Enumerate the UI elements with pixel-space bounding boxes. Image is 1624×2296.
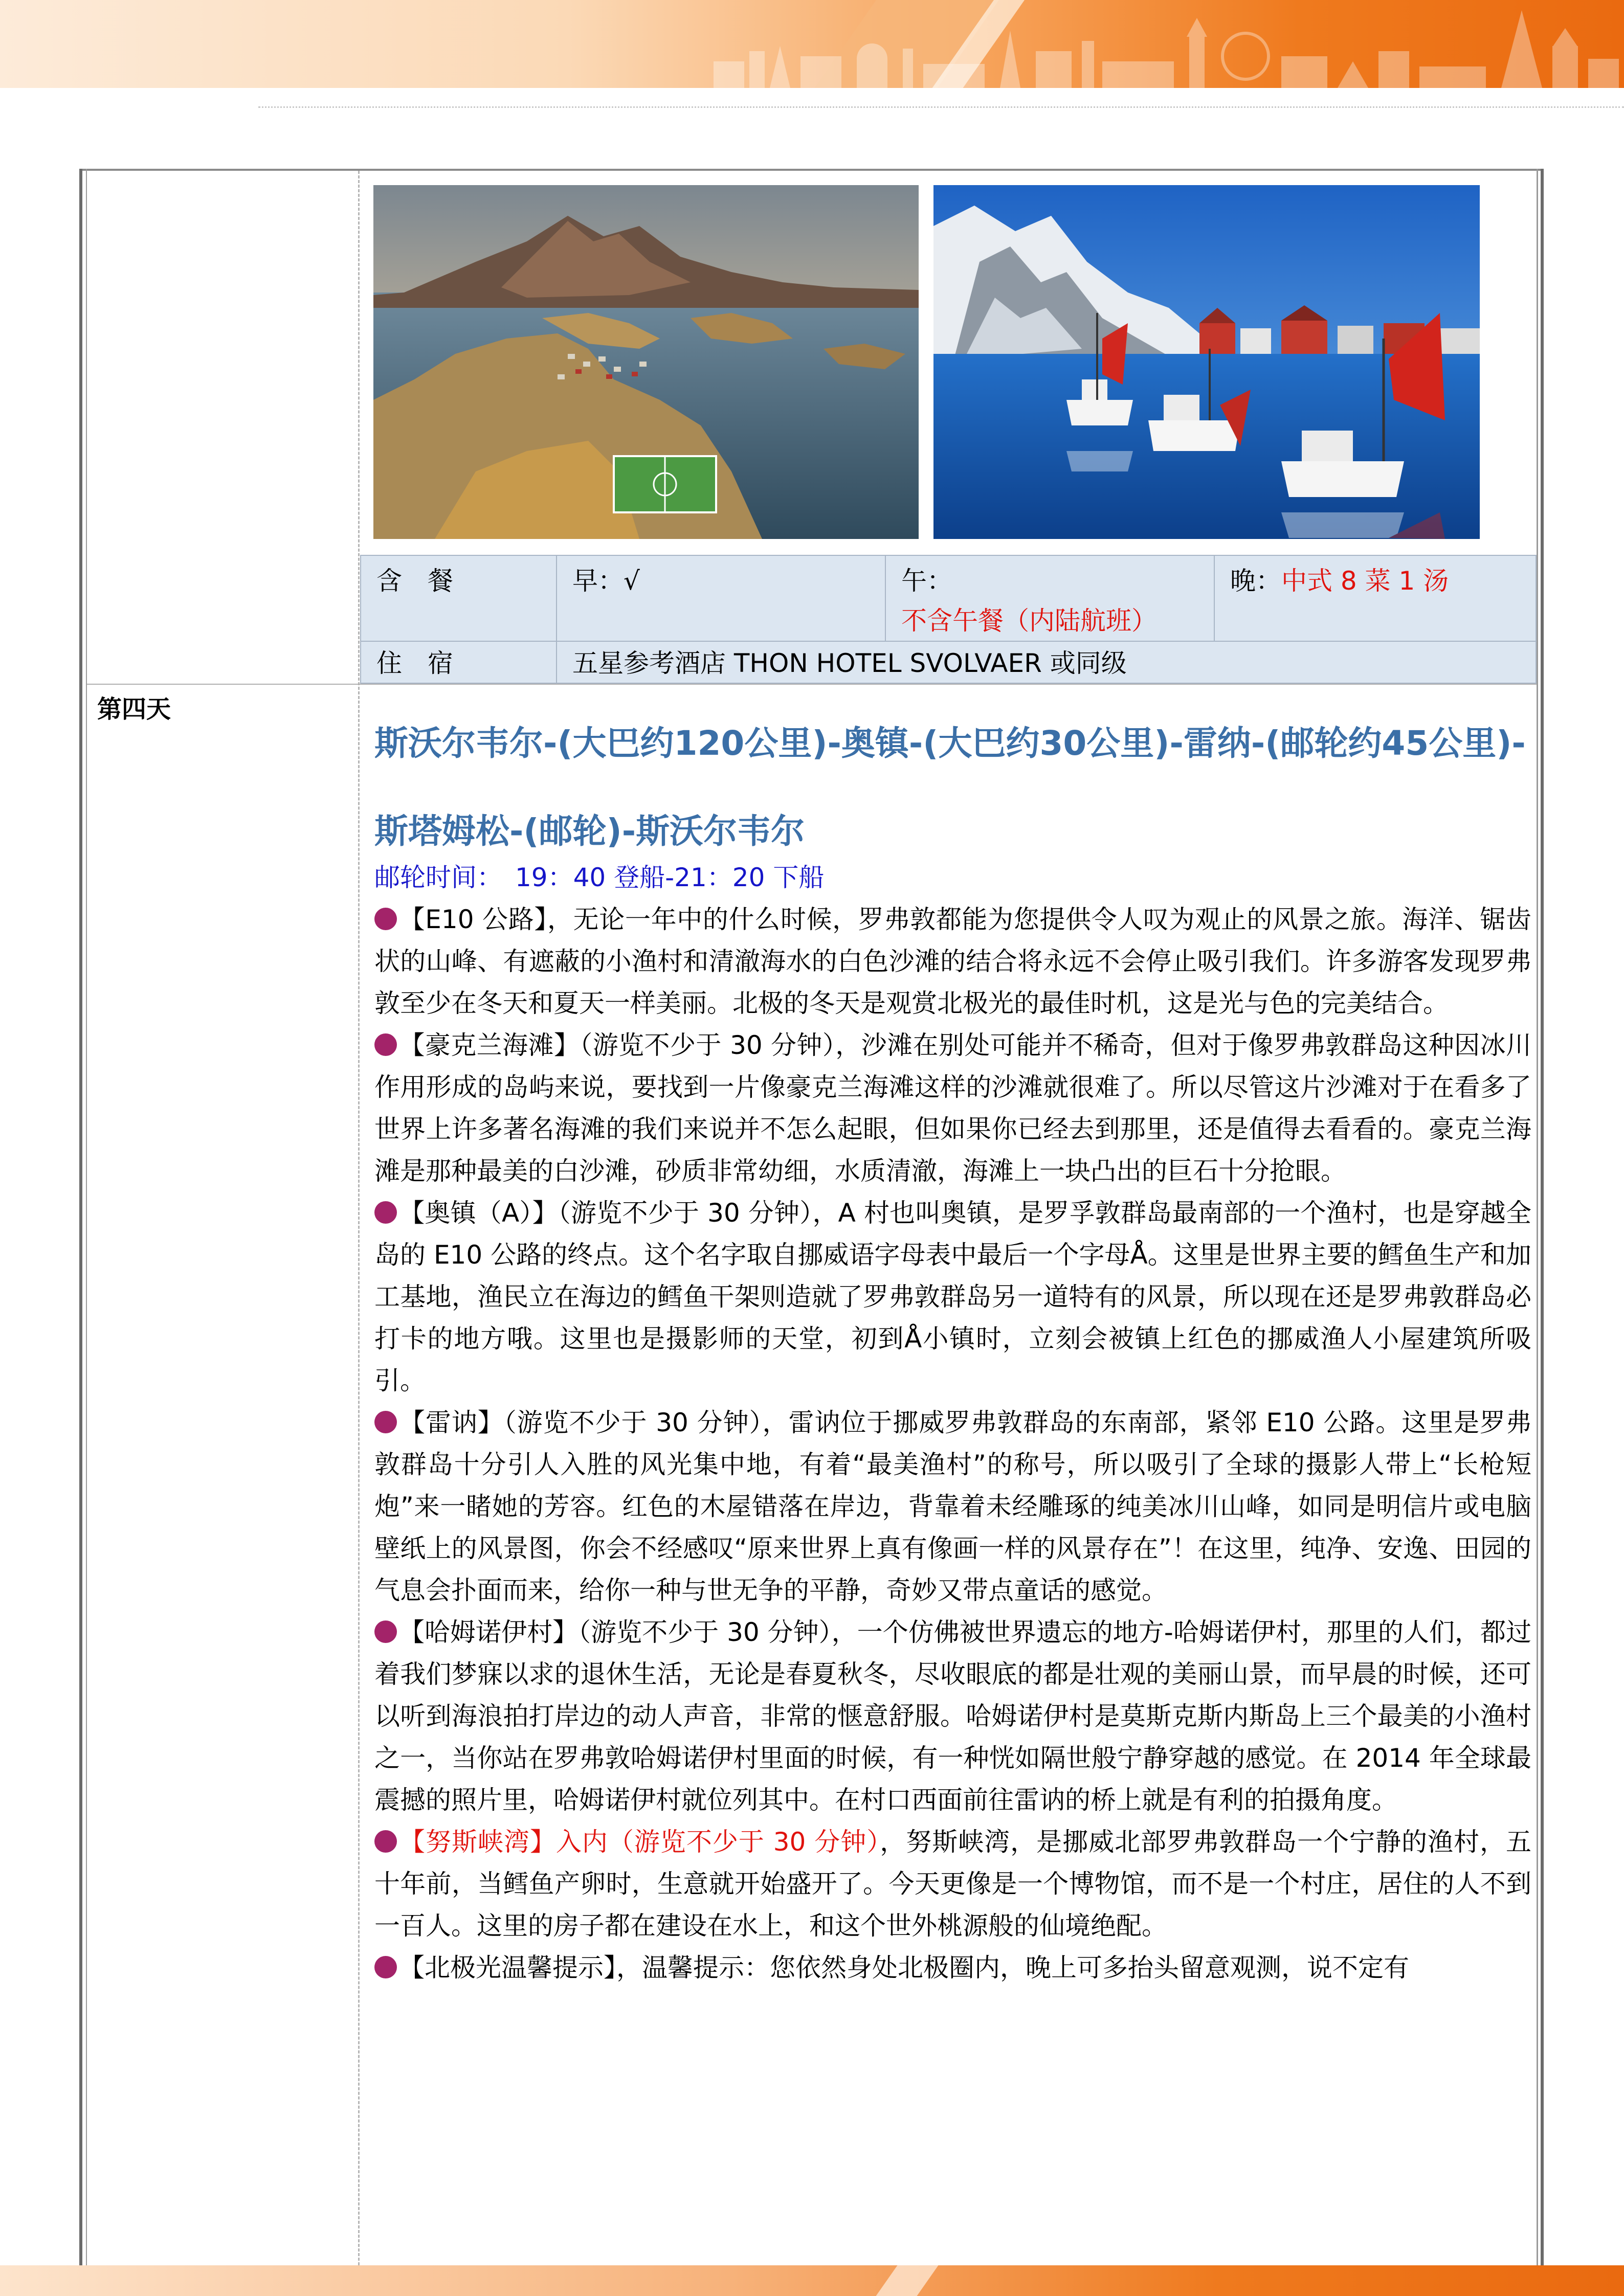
meal-label-cell (360, 555, 557, 642)
bullet-dot-icon (374, 1411, 397, 1433)
bullet-dot-icon (374, 1620, 397, 1643)
page-footer-banner (0, 2265, 1624, 2296)
day-row-divider (87, 684, 1537, 685)
item-name: 【奥镇（A）】（游览不少于 30 分钟） (399, 1198, 813, 1228)
dinner-label: 晚： (1230, 566, 1281, 596)
photo-reine-harbor (933, 185, 1480, 539)
item-name-highlight: 【努斯峡湾】入内（游览不少于 30 分钟） (399, 1827, 880, 1857)
photo-henningsvaer-aerial (373, 185, 919, 539)
list-item (374, 1611, 1531, 1821)
list-item (374, 1402, 1531, 1611)
item-name: 【哈姆诺伊村】（游览不少于 30 分钟） (399, 1617, 832, 1647)
lodging-label-cell (360, 641, 557, 684)
day-description (374, 898, 1531, 1989)
list-item (374, 1947, 1531, 1989)
item-text: ，雷讷位于挪威罗弗敦群岛的东南部，紧邻 E10 公路。这里是罗弗敦群岛十分引人入胜的风光集中地，有着“最美渔村”的称号，所以吸引了全球的摄影人带上“长枪短炮”来一睹她的芳容。红色的木屋错落在岸边，背靠着未经雕琢的纯美冰川山峰，如同是明信片或电脑壁纸上的风景图，你会不经感叹“原来世界上真有像画一样的风景存在”！在这里，纯净、安逸、田园的气息会扑面而来，给你一种与世无争的平静，奇妙又带点童话的感觉。 (374, 1408, 1531, 1605)
meal-lodging-table (360, 555, 1537, 684)
item-text: ，一个仿佛被世界遗忘的地方-哈姆诺伊村，那里的人们，都过着我们梦寐以求的退休生活，无论是春夏秋冬，尽收眼底的都是壮观的美丽山景，而早晨的时候，还可以听到海浪拍打岸边的动人声音，非常的惬意舒服。哈姆诺伊村是莫斯克斯内斯岛上三个最美的小渔村之一，当你站在罗弗敦哈姆诺伊村里面的时候，有一种恍如隔世般宁静穿越的感觉。在 2014 年全球最震撼的照片里，哈姆诺伊村就位列其中。在村口西面前往雷讷的桥上就是有利的拍摄角度。 (374, 1617, 1531, 1815)
footer-stripe (869, 2265, 942, 2296)
header-divider (258, 106, 1624, 108)
breakfast-cell (556, 555, 886, 642)
breakfast-value: 早：√ (572, 566, 640, 596)
cruise-time: 邮轮时间： 19：40 登船-21：20 下船 (374, 863, 825, 892)
table-top-border (79, 169, 1544, 171)
bullet-dot-icon (374, 908, 397, 930)
bullet-dot-icon (374, 1201, 397, 1224)
lodging-value: 五星参考酒店 THON HOTEL SVOLVAER 或同级 (572, 648, 1127, 678)
item-name: 【豪克兰海滩】（游览不少于 30 分钟） (399, 1030, 836, 1060)
lodging-value-cell (556, 641, 1537, 684)
list-item (374, 898, 1531, 1024)
table-right-border-inner (1537, 169, 1538, 2265)
city-skyline-icon (703, 0, 1624, 88)
item-name: 【雷讷】（游览不少于 30 分钟） (399, 1408, 763, 1437)
item-name: 【E10 公路】 (399, 905, 547, 934)
bullet-dot-icon (374, 1956, 397, 1978)
lunch-label: 午： (901, 566, 952, 596)
day-label: 第四天 (97, 695, 171, 724)
item-name: 【北极光温馨提示】 (399, 1953, 616, 1983)
dinner-value: 中式 8 菜 1 汤 (1281, 566, 1449, 596)
item-text: ，努斯峡湾，是挪威北部罗弗敦群岛一个宁静的渔村，五十年前，当鳕鱼产卵时，生意就开始盛开了。今天更像是一个博物馆，而不是一个村庄，居住的人不到一百人。这里的房子都在建设在水上，和这个世外桃源般的仙境绝配。 (374, 1827, 1531, 1941)
dinner-cell (1214, 555, 1537, 642)
bullet-dot-icon (374, 1830, 397, 1853)
list-item (374, 1024, 1531, 1192)
bullet-dot-icon (374, 1033, 397, 1056)
item-text: ，A 村也叫奥镇，是罗孚敦群岛最南部的一个渔村，也是穿越全岛的 E10 公路的终点。这个名字取自挪威语字母表中最后一个字母Å。这里是世界主要的鳕鱼生产和加工基地，渔民立在海边的鳕鱼干架则造就了罗弗敦群岛另一道特有的风景，所以现在还是罗弗敦群岛必打卡的地方哦。这里也是摄影师的天堂，初到Å小镇时，立刻会被镇上红色的挪威渔人小屋建筑所吸引。 (374, 1198, 1531, 1395)
lunch-value: 不含午餐（内陆航班） (901, 606, 1157, 636)
meal-label: 含 餐 (376, 566, 453, 596)
lunch-cell (885, 555, 1215, 642)
table-left-border-inner (86, 169, 87, 2265)
lodging-label: 住 宿 (376, 648, 453, 678)
page-header-banner (0, 0, 1624, 88)
item-text: ，无论一年中的什么时候，罗弗敦都能为您提供令人叹为观止的风景之旅。海洋、锯齿状的山峰、有遮蔽的小渔村和清澈海水的白色沙滩的结合将永远不会停止吸引我们。许多游客发现罗弗敦至少在冬天和夏天一样美丽。北极的冬天是观赏北极光的最佳时机，这是光与色的完美结合。 (374, 905, 1531, 1018)
item-text: ，温馨提示：您依然身处北极圈内，晚上可多抬头留意观测，说不定有 (616, 1953, 1409, 1983)
table-column-divider (358, 171, 360, 2265)
item-text: ，沙滩在别处可能并不稀奇，但对于像罗弗敦群岛这种因冰川作用形成的岛屿来说，要找到一片像豪克兰海滩这样的沙滩就很难了。所以尽管这片沙滩对于在看多了世界上许多著名海滩的我们来说并不怎么起眼，但如果你已经去到那里，还是值得去看看的。豪克兰海滩是那种最美的白沙滩，砂质非常幼细，水质清澈，海滩上一块凸出的巨石十分抢眼。 (374, 1030, 1531, 1186)
list-item (374, 1821, 1531, 1947)
day-title: 斯沃尔韦尔-(大巴约120公里)-奥镇-(大巴约30公里)-雷纳-(邮轮约45公里)-斯塔姆松-(邮轮)-斯沃尔韦尔 (374, 724, 1526, 851)
list-item (374, 1192, 1531, 1402)
table-left-border (79, 169, 82, 2265)
table-right-border (1541, 169, 1544, 2265)
